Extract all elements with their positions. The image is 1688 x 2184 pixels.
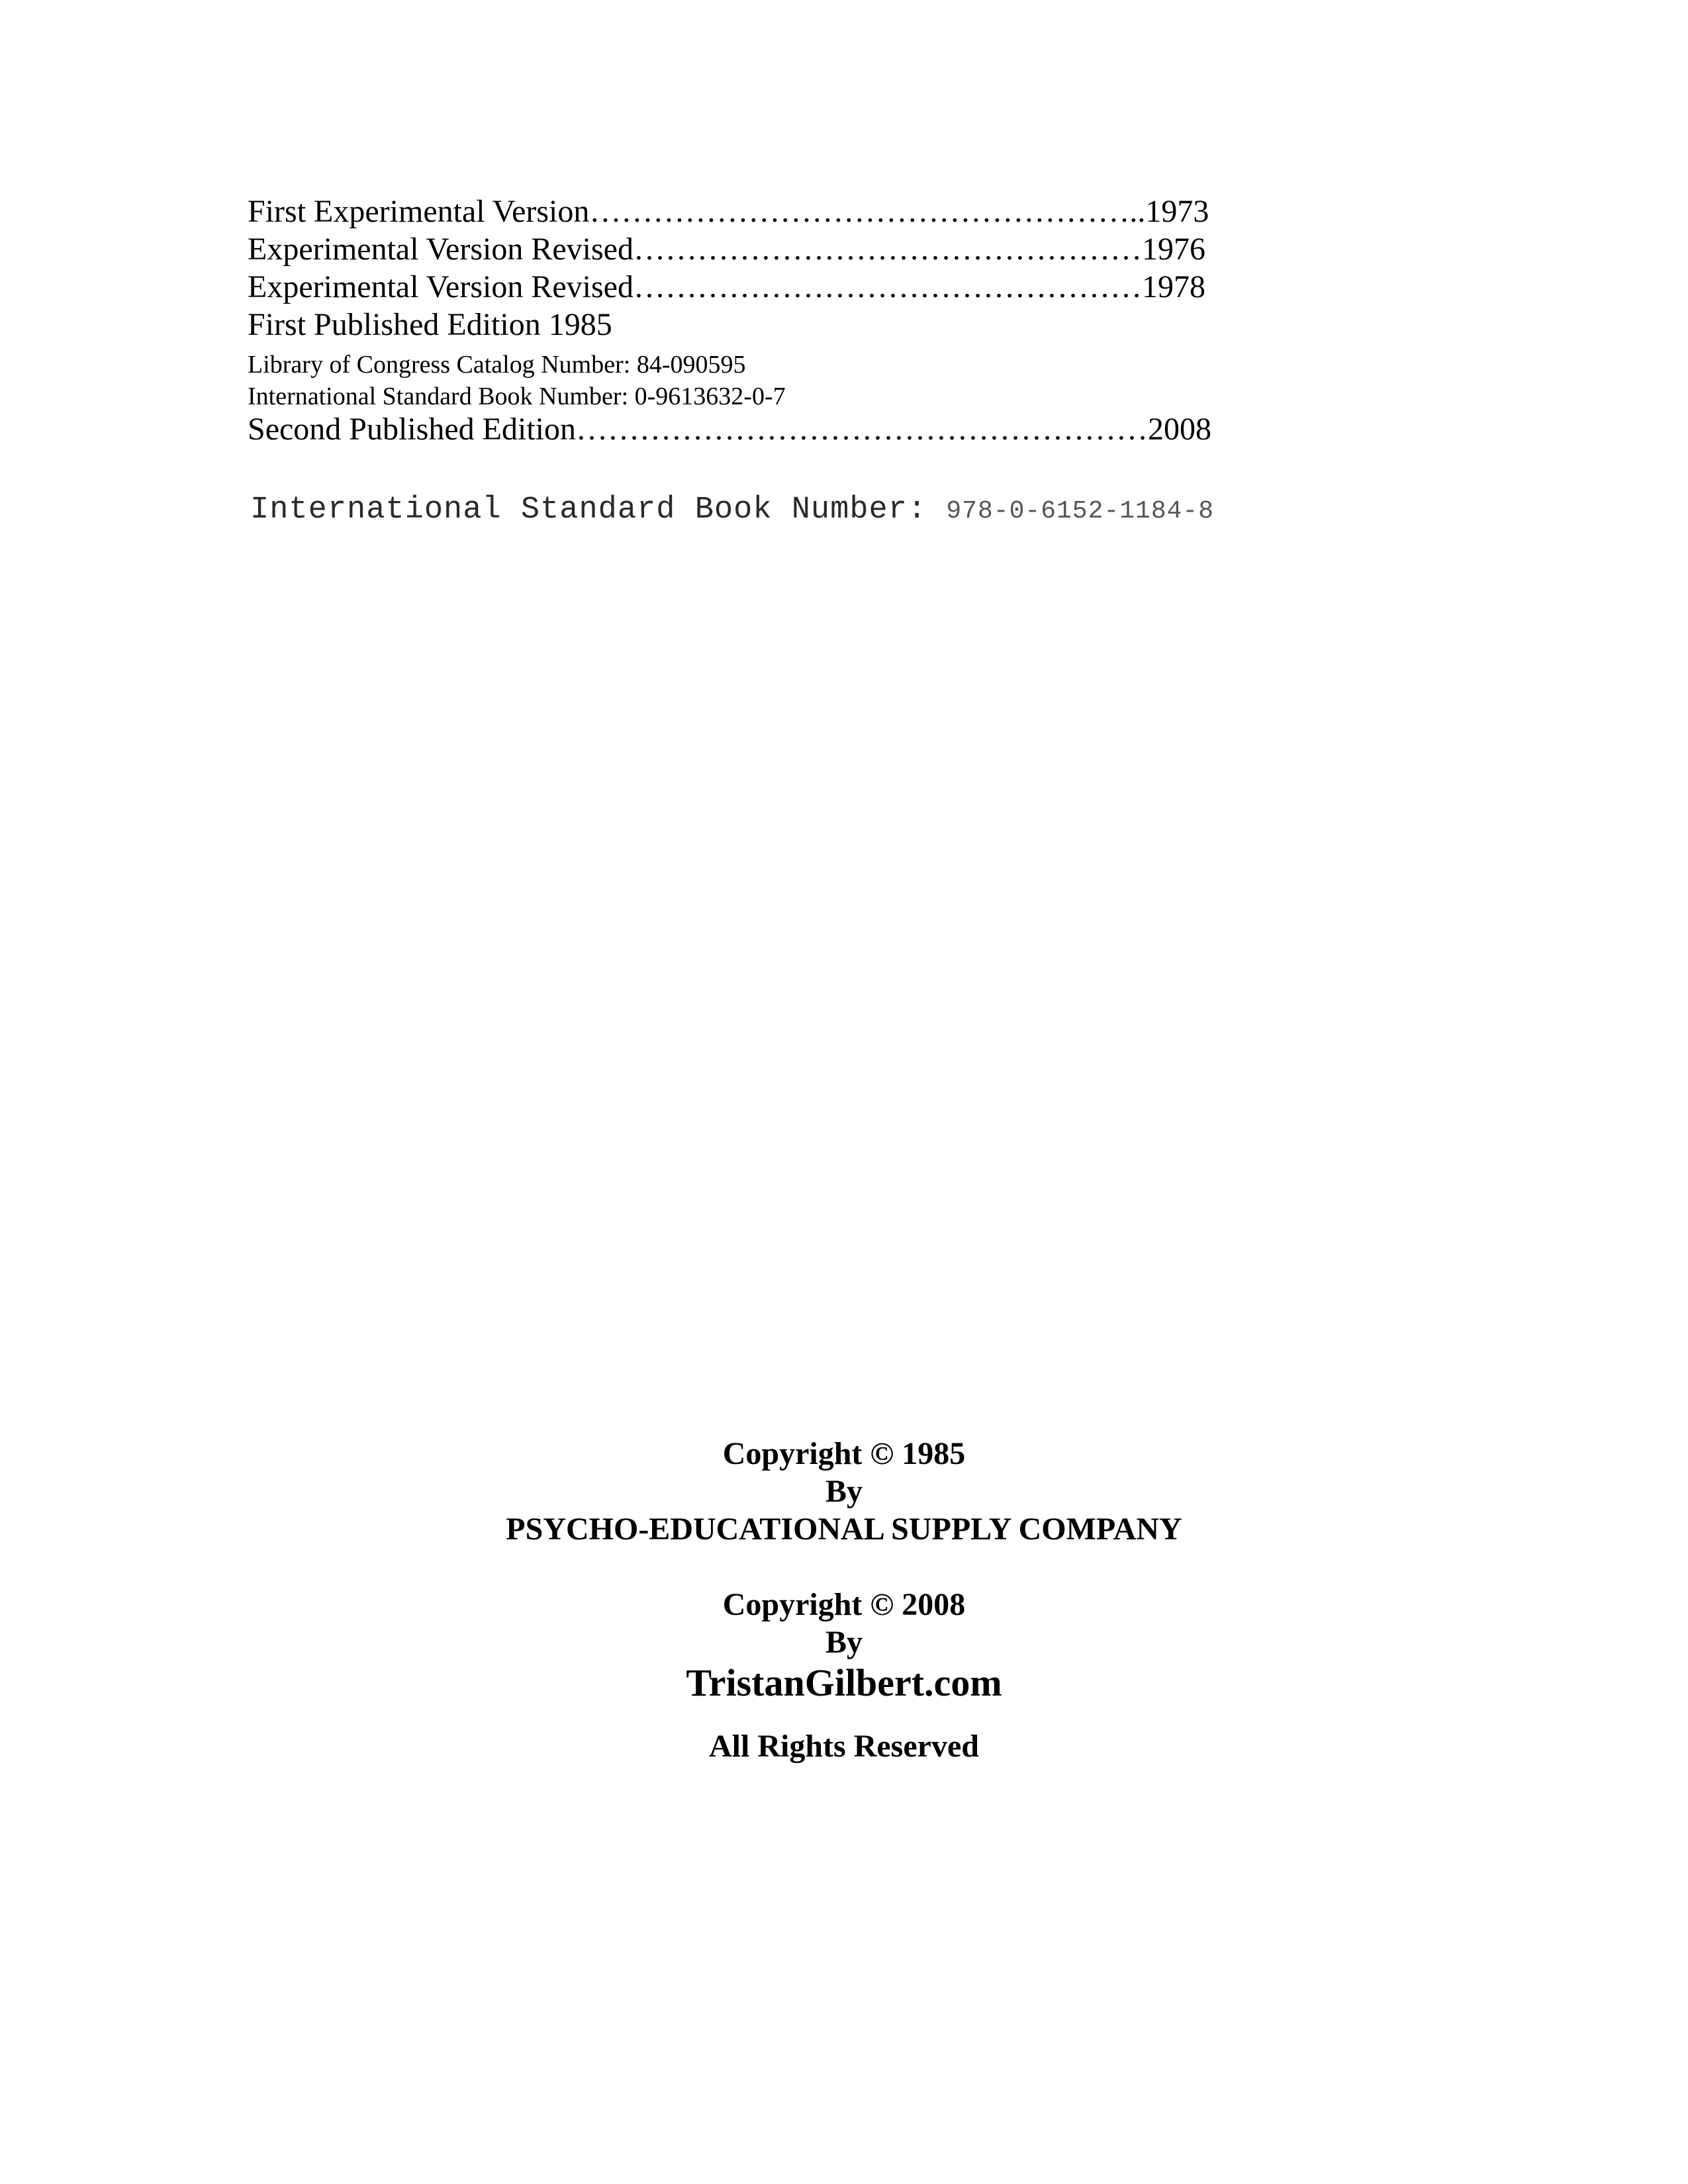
copyright-1985: Copyright © 1985 <box>722 1436 966 1471</box>
copyright-1985-holder: PSYCHO-EDUCATIONAL SUPPLY COMPANY <box>506 1512 1182 1547</box>
copyright-2008: Copyright © 2008 <box>722 1587 966 1622</box>
isbn-2008-number: 978-0-6152-1184-8 <box>946 497 1215 525</box>
library-of-congress-catalog-number: Library of Congress Catalog Number: 84-090595 <box>248 351 746 379</box>
spacer <box>0 1548 1688 1586</box>
copyright-2008-by: By <box>825 1625 863 1660</box>
spacer <box>0 1705 1688 1727</box>
experimental-version-revised-1978: Experimental Version Revised…………………………………………1978 <box>248 269 1205 304</box>
second-published-edition: Second Published Edition………………………………………………2008 <box>248 412 1211 447</box>
isbn-2008 <box>250 492 1214 527</box>
first-published-edition: First Published Edition 1985 <box>248 307 612 342</box>
all-rights-reserved: All Rights Reserved <box>709 1729 979 1764</box>
isbn-1985: International Standard Book Number: 0-9613632-0-7 <box>248 383 786 410</box>
copyright-block <box>0 1435 1688 1765</box>
copyright-2008-holder: TristanGilbert.com <box>686 1661 1002 1704</box>
copyright-1985-by: By <box>825 1474 863 1509</box>
isbn-2008-label: International Standard Book Number: <box>250 492 947 527</box>
first-experimental-version: First Experimental Version……………………………………………..1973 <box>248 194 1209 229</box>
experimental-version-revised-1976: Experimental Version Revised…………………………………………1976 <box>248 232 1205 267</box>
